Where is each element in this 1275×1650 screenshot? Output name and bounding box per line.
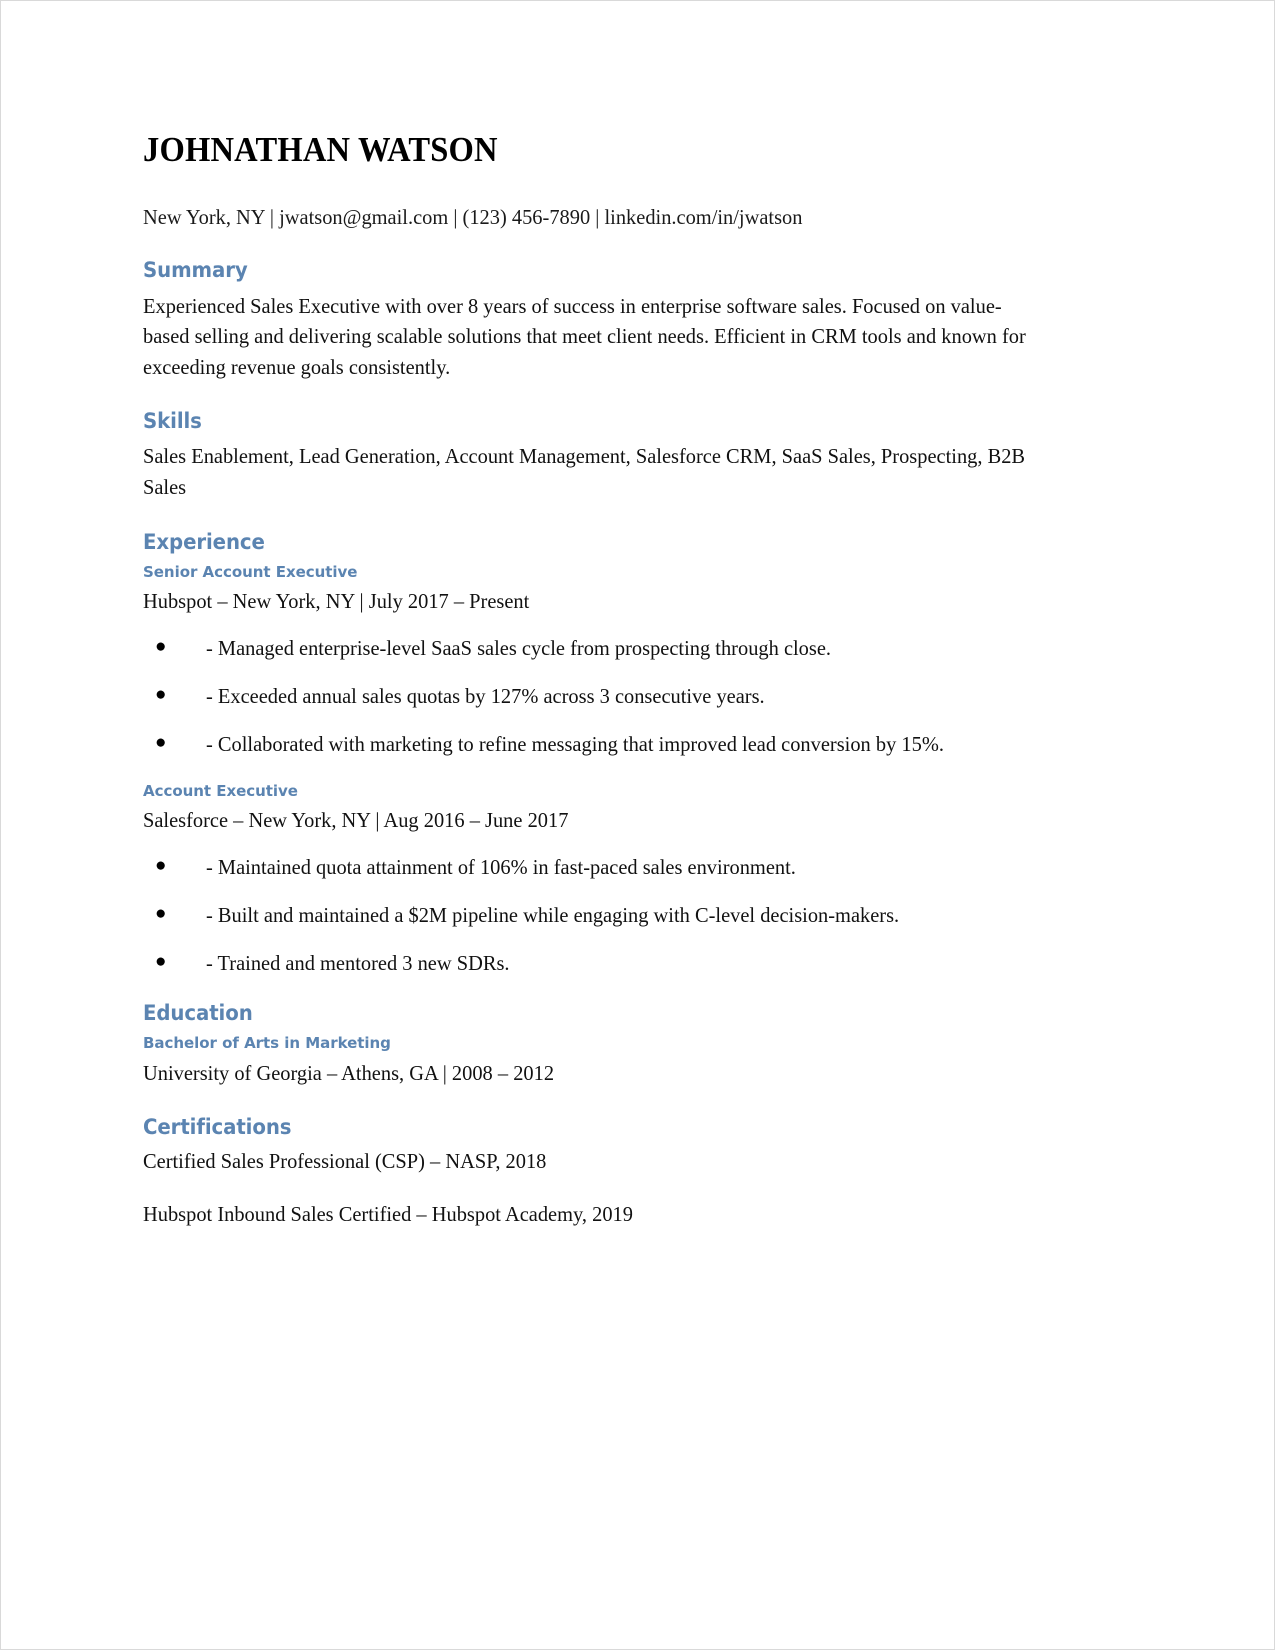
section-heading-certifications: Certifications	[143, 1114, 292, 1139]
section-education	[143, 1000, 1083, 1087]
school-location-dates: University of Georgia – Athens, GA | 2008 – 2012	[143, 1060, 555, 1085]
bullet-icon: ●	[155, 903, 167, 925]
bullet-text: - Managed enterprise-level SaaS sales cycle from prospecting through close.	[206, 635, 832, 660]
section-heading-skills: Skills	[143, 409, 202, 434]
summary-text: Experienced Sales Executive with over 8 years of success in enterprise software sales. Focused on value-based selling and delivering scalable solutions that meet client needs. Efficient in CRM tools and known for exceeding revenue goals consistently.	[143, 293, 1026, 379]
education-entry	[143, 1033, 1083, 1087]
list-item	[143, 682, 1083, 711]
job-company-dates: Salesforce – New York, NY | Aug 2016 – June 2017	[143, 808, 569, 833]
job-bullet-list	[143, 853, 1083, 978]
bullet-icon: ●	[155, 635, 167, 657]
list-item	[143, 730, 1083, 759]
section-heading-summary: Summary	[143, 258, 248, 283]
bullet-icon: ●	[155, 855, 167, 877]
job-bullet-list	[143, 634, 1083, 759]
list-item	[143, 853, 1083, 882]
list-item	[143, 901, 1083, 930]
skills-text: Sales Enablement, Lead Generation, Account Management, Salesforce CRM, SaaS Sales, Prospecting, B2B Sales	[143, 444, 1026, 499]
section-certifications	[143, 1114, 1083, 1229]
experience-entry	[143, 562, 1083, 759]
section-experience	[143, 529, 1083, 979]
experience-entry	[143, 781, 1083, 978]
section-heading-experience: Experience	[143, 529, 265, 554]
bullet-icon: ●	[155, 951, 167, 973]
certification-item: Certified Sales Professional (CSP) – NASP, 2018	[143, 1148, 547, 1173]
job-company-dates: Hubspot – New York, NY | July 2017 – Present	[143, 588, 530, 613]
bullet-text: - Trained and mentored 3 new SDRs.	[206, 951, 510, 976]
section-summary	[143, 257, 1083, 382]
candidate-name: JOHNATHAN WATSON	[143, 130, 498, 169]
job-header	[143, 562, 1083, 616]
list-item	[143, 949, 1083, 978]
bullet-text: - Maintained quota attainment of 106% in fast-paced sales environment.	[206, 855, 796, 880]
degree-title: Bachelor of Arts in Marketing	[143, 1034, 391, 1053]
job-header	[143, 781, 1083, 835]
section-heading-education: Education	[143, 1001, 253, 1026]
list-item	[143, 634, 1083, 663]
contact-line: New York, NY | jwatson@gmail.com | (123) 456-7890 | linkedin.com/in/jwatson	[143, 204, 803, 229]
bullet-icon: ●	[155, 731, 167, 753]
resume-content	[143, 131, 1083, 1255]
bullet-text: - Exceeded annual sales quotas by 127% across 3 consecutive years.	[206, 683, 765, 708]
bullet-text: - Built and maintained a $2M pipeline while engaging with C-level decision-makers.	[206, 903, 900, 928]
job-title: Account Executive	[143, 781, 298, 800]
certification-item: Hubspot Inbound Sales Certified – Hubspot Academy, 2019	[143, 1201, 633, 1226]
bullet-icon: ●	[155, 683, 167, 705]
bullet-text: - Collaborated with marketing to refine messaging that improved lead conversion by 15%.	[206, 731, 944, 756]
section-skills	[143, 408, 1083, 502]
job-title: Senior Account Executive	[143, 562, 358, 581]
